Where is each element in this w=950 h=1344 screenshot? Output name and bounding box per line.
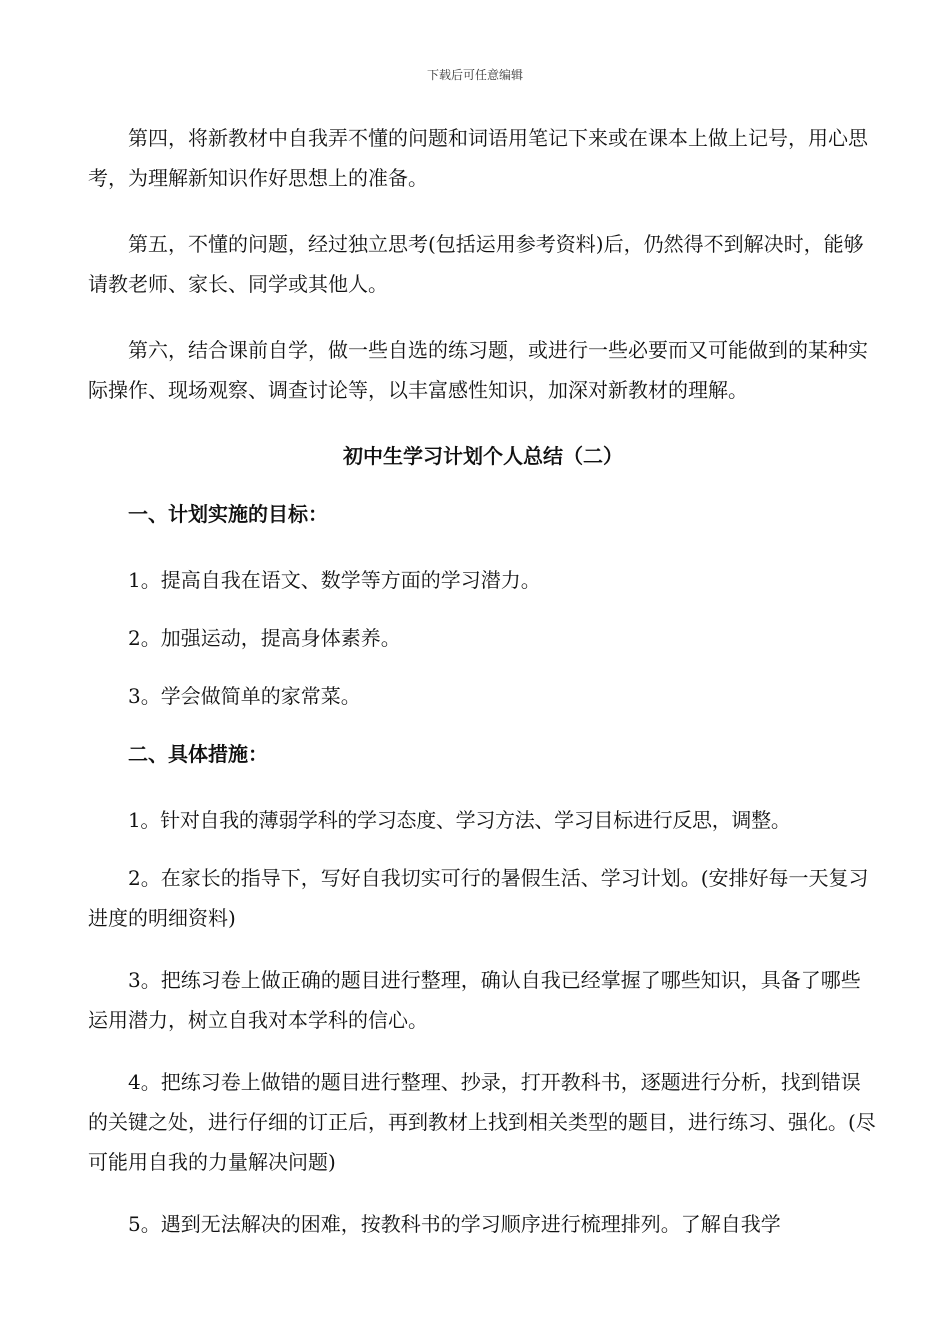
page-header-note: 下载后可任意编辑: [426, 68, 523, 82]
goal-item-1: 1。提高自我在语文、数学等方面的学习潜力。: [128, 568, 541, 592]
measure-item-2: 2。在家长的指导下，写好自我切实可行的暑假生活、学习计划。(安排好每一天复习进度的明细资料): [88, 866, 869, 930]
measures-heading: 二、具体措施：: [128, 742, 268, 766]
measure-item-3: 3。把练习卷上做正确的题目进行整理，确认自我已经掌握了哪些知识，具备了哪些运用潜力，树立自我对本学科的信心。: [88, 968, 861, 1032]
goal-item-2: 2。加强运动，提高身体素养。: [128, 626, 401, 650]
paragraph-6: 第六，结合课前自学，做一些自选的练习题，或进行一些必要而又可能做到的某种实际操作、现场观察、调查讨论等，以丰富感性知识，加深对新教材的理解。: [88, 338, 868, 402]
paragraph-4: 第四，将新教材中自我弄不懂的问题和词语用笔记下来或在课本上做上记号，用心思考，为理解新知识作好思想上的准备。: [88, 126, 868, 190]
measure-item-4: 4。把练习卷上做错的题目进行整理、抄录，打开教科书，逐题进行分析，找到错误的关键之处，进行仔细的订正后，再到教材上找到相关类型的题目，进行练习、强化。(尽可能用自我的力量解决问题): [88, 1070, 876, 1174]
document-body: [88, 118, 878, 1262]
measure-item-5: 5。遇到无法解决的困难，按教科书的学习顺序进行梳理排列。了解自我学: [128, 1212, 781, 1236]
goals-heading: 一、计划实施的目标：: [128, 502, 328, 526]
paragraph-5: 第五，不懂的问题，经过独立思考(包括运用参考资料)后，仍然得不到解决时，能够请教老师、家长、同学或其他人。: [88, 232, 864, 296]
goal-item-3: 3。学会做简单的家常菜。: [128, 684, 361, 708]
section-title: 初中生学习计划个人总结（二）: [343, 444, 623, 468]
measure-item-1: 1。针对自我的薄弱学科的学习态度、学习方法、学习目标进行反思，调整。: [128, 808, 791, 832]
